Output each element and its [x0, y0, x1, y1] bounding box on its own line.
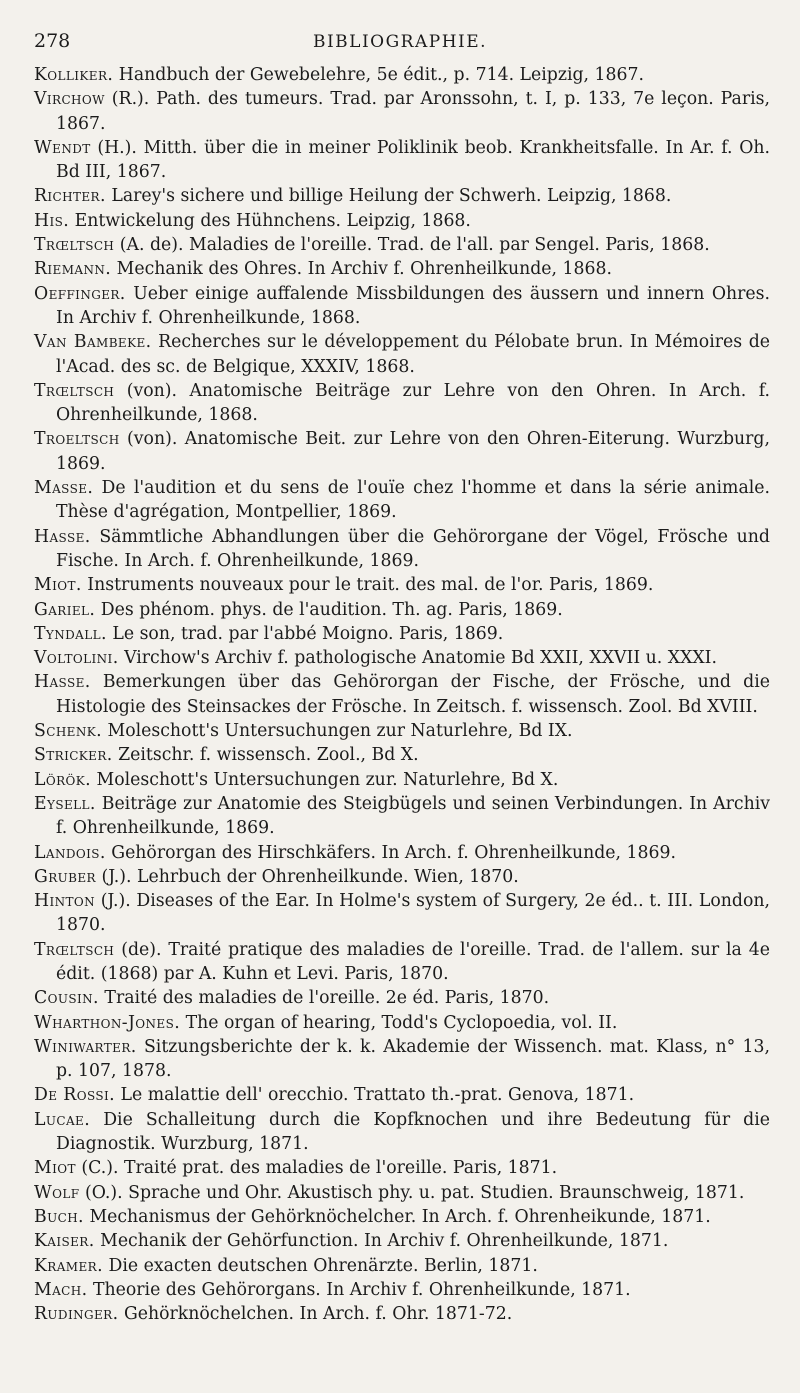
bibliography-entry	[34, 573, 770, 597]
bibliography-entry	[34, 646, 770, 670]
entry-text: Mechanik des Ohres. In Archiv f. Ohrenheilkunde, 1868.	[111, 259, 612, 280]
entry-author: Wharthon-Jones.	[34, 1012, 181, 1033]
entry-author: Mach.	[34, 1279, 88, 1300]
entry-author: Miot.	[34, 575, 82, 596]
entry-author: Voltolini.	[34, 648, 119, 669]
bibliography-entry	[34, 257, 770, 281]
entry-text: (C.). Traité prat. des maladies de l'oreille. Paris, 1871.	[75, 1158, 558, 1179]
bibliography-entry	[34, 792, 770, 841]
page-number: 278	[34, 30, 71, 52]
entry-author: Miot	[34, 1158, 76, 1179]
entry-text: Entwickelung des Hühnchens. Leipzig, 1868.	[69, 210, 471, 231]
bibliography-entry	[34, 330, 770, 379]
bibliography-entry	[34, 986, 770, 1010]
entry-text: Die Schalleitung durch die Kopfknochen und ihre Bedeutung für die Diagnostik. Wurzburg, 1871.	[56, 1109, 770, 1155]
entry-text: Larey's sichere und billige Heilung der Schwerh. Leipzig, 1868.	[105, 186, 672, 207]
entry-text: Die exacten deutschen Ohrenärzte. Berlin, 1871.	[103, 1255, 538, 1276]
entry-author: Richter.	[34, 186, 106, 207]
bibliography-entry	[34, 889, 770, 938]
entry-text: Handbuch der Gewebelehre, 5e édit., p. 714. Leipzig, 1867.	[113, 65, 644, 85]
entry-author: Cousin.	[34, 988, 99, 1009]
entry-text: (A. de). Maladies de l'oreille. Trad. de l'all. par Sengel. Paris, 1868.	[114, 235, 710, 256]
entry-author: De Rossi.	[34, 1085, 116, 1106]
entry-author: Gariel.	[34, 599, 96, 620]
entry-author: Kaiser.	[34, 1231, 95, 1252]
entry-author: Hasse.	[34, 672, 91, 693]
entry-text: Le malattie dell' orecchio. Trattato th.-prat. Genova, 1871.	[115, 1085, 635, 1106]
entry-author: Buch.	[34, 1206, 84, 1227]
entry-text: Bemerkungen über das Gehörorgan der Fische, der Frösche, und die Histologie des Steinsackes der Frösche. In Zeitsch. f. wissensch. Zool. Bd XVIII.	[56, 672, 770, 717]
entry-author: Wolf	[34, 1182, 80, 1203]
entry-text: (von). Anatomische Beit. zur Lehre von den Ohren-Eiterung. Wurzburg, 1869.	[56, 429, 770, 474]
bibliography-entry	[34, 525, 770, 574]
bibliography-entry	[34, 476, 770, 525]
bibliography-entry	[34, 865, 770, 889]
entry-author: Rudinger.	[34, 1304, 119, 1325]
entry-text: (H.). Mitth. über die in meiner Poliklinik beob. Krankheitsfalle. In Ar. f. Oh. Bd III, 1867.	[56, 137, 770, 183]
bibliography-entry	[34, 743, 770, 767]
entry-text: Gehörknöchelchen. In Arch. f. Ohr. 1871-72.	[118, 1304, 513, 1325]
entry-author: Troeltsch	[34, 429, 120, 450]
entry-author: Trœltsch	[34, 380, 115, 401]
entry-text: (J.). Diseases of the Ear. In Holme's system of Surgery, 2e éd.. t. III. London, 1870.	[56, 891, 770, 936]
entry-text: Instruments nouveaux pour le trait. des mal. de l'or. Paris, 1869.	[81, 575, 654, 596]
entry-text: Gehörorgan des Hirschkäfers. In Arch. f. Ohrenheilkunde, 1869.	[105, 842, 676, 863]
entry-author: Eysell.	[34, 793, 96, 814]
bibliography-entry	[34, 1011, 770, 1035]
bibliography-entry	[34, 841, 770, 865]
entry-author: Stricker.	[34, 745, 113, 766]
entry-author: Trœltsch	[34, 939, 115, 960]
entry-author: His.	[34, 210, 70, 231]
entry-author: Winiwarter.	[34, 1036, 137, 1057]
entry-author: Virchow	[34, 89, 105, 110]
entry-text: Recherches sur le développement du Pélobate brun. In Mémoires de l'Acad. des sc. de Belgique, XXXIV, 1868.	[56, 332, 770, 377]
bibliography-entry	[34, 233, 770, 257]
entry-text: Ueber einige auffalende Missbildungen des äussern und innern Ohres. In Archiv f. Ohrenheilkunde, 1868.	[56, 283, 770, 328]
entry-author: Tyndall.	[34, 623, 107, 644]
bibliography-entry	[34, 1254, 770, 1278]
bibliography-entry	[34, 1205, 770, 1229]
entry-text: Virchow's Archiv f. pathologische Anatomie Bd XXII, XXVII u. XXXI.	[118, 648, 717, 669]
entry-text: Traité des maladies de l'oreille. 2e éd. Paris, 1870.	[98, 988, 550, 1009]
entry-author: Oeffinger.	[34, 283, 126, 304]
bibliography-entry	[34, 1156, 770, 1180]
entry-text: Sitzungsberichte der k. k. Akademie der Wissench. mat. Klass, n° 13, p. 107, 1878.	[56, 1036, 770, 1082]
entry-author: Wendt	[34, 137, 91, 158]
entry-author: Masse.	[34, 478, 94, 499]
bibliography-entry	[34, 670, 770, 719]
entry-text: (R.). Path. des tumeurs. Trad. par Aronssohn, t. I, p. 133, 7e leçon. Paris, 1867.	[56, 89, 770, 134]
entry-author: Kramer.	[34, 1255, 103, 1276]
bibliography-entry	[34, 282, 770, 331]
bibliography-entry	[34, 427, 770, 476]
bibliography-entry	[34, 768, 770, 792]
bibliography-entry	[34, 1278, 770, 1302]
entry-author: Lucae.	[34, 1109, 91, 1130]
bibliography-entry	[34, 184, 770, 208]
bibliography-entry	[34, 1108, 770, 1157]
entry-author: Van Bambeke.	[34, 332, 152, 353]
entry-text: (von). Anatomische Beiträge zur Lehre von den Ohren. In Arch. f. Ohrenheilkunde, 1868.	[56, 380, 770, 426]
entry-text: The organ of hearing, Todd's Cyclopoedia, vol. II.	[180, 1012, 618, 1033]
entry-text: (de). Traité pratique des maladies de l'oreille. Trad. de l'allem. sur la 4e édit. (1868) par A. Kuhn et Levi. Paris, 1870.	[56, 939, 770, 984]
bibliography-entry	[34, 1229, 770, 1253]
bibliography-entry	[34, 1083, 770, 1107]
running-title: BIBLIOGRAPHIE.	[312, 32, 488, 52]
entry-text: Mechanik der Gehörfunction. In Archiv f. Ohrenheilkunde, 1871.	[94, 1231, 669, 1252]
entry-text: Beiträge zur Anatomie des Steigbügels und seinen Verbindungen. In Archiv f. Ohrenheilkunde, 1869.	[56, 793, 770, 839]
bibliography-entry	[34, 598, 770, 622]
entry-author: Hinton	[34, 891, 96, 912]
bibliography-entry	[34, 379, 770, 428]
entry-author: Riemann.	[34, 259, 112, 280]
bibliography-entry	[34, 1035, 770, 1084]
entry-author: Landois.	[34, 842, 106, 863]
bibliography-entry	[34, 63, 770, 87]
entry-author: Hasse.	[34, 526, 91, 547]
entry-author: Gruber	[34, 866, 96, 887]
entry-text: Sämmtliche Abhandlungen über die Gehörorgane der Vögel, Frösche und Fische. In Arch. f. Ohrenheilkunde, 1869.	[56, 526, 770, 571]
bibliography-entry	[34, 87, 770, 136]
entry-text: Des phénom. phys. de l'audition. Th. ag. Paris, 1869.	[95, 599, 563, 620]
entry-author: Lörök.	[34, 769, 92, 790]
entry-text: Theorie des Gehörorgans. In Archiv f. Ohrenheilkunde, 1871.	[87, 1279, 631, 1300]
bibliography-entry	[34, 622, 770, 646]
entry-text: (J.). Lehrbuch der Ohrenheilkunde. Wien, 1870.	[95, 866, 519, 887]
bibliography-entry	[34, 209, 770, 233]
entry-text: Moleschott's Untersuchungen zur. Naturlehre, Bd X.	[91, 769, 559, 790]
bibliography-entry	[34, 1302, 770, 1326]
bibliography-entry	[34, 938, 770, 987]
bibliography-entry	[34, 1181, 770, 1205]
entry-text: Mechanismus der Gehörknöchelcher. In Arch. f. Ohrenheikunde, 1871.	[83, 1206, 711, 1227]
entry-text: Le son, trad. par l'abbé Moigno. Paris, 1869.	[106, 623, 504, 644]
bibliography-entry	[34, 136, 770, 185]
page-header	[34, 30, 766, 58]
entry-author: Kolliker.	[34, 65, 114, 85]
bibliography-list	[34, 63, 770, 1326]
entry-text: Moleschott's Untersuchungen zur Naturlehre, Bd IX.	[102, 721, 573, 742]
entry-text: De l'audition et du sens de l'ouïe chez l'homme et dans la série animale. Thèse d'agrégation, Montpellier, 1869.	[56, 478, 770, 523]
bibliography-entry	[34, 719, 770, 743]
entry-author: Trœltsch	[34, 235, 115, 256]
entry-text: (O.). Sprache und Ohr. Akustisch phy. u. pat. Studien. Braunschweig, 1871.	[79, 1182, 745, 1203]
entry-author: Schenk.	[34, 721, 103, 742]
entry-text: Zeitschr. f. wissensch. Zool., Bd X.	[112, 745, 419, 766]
